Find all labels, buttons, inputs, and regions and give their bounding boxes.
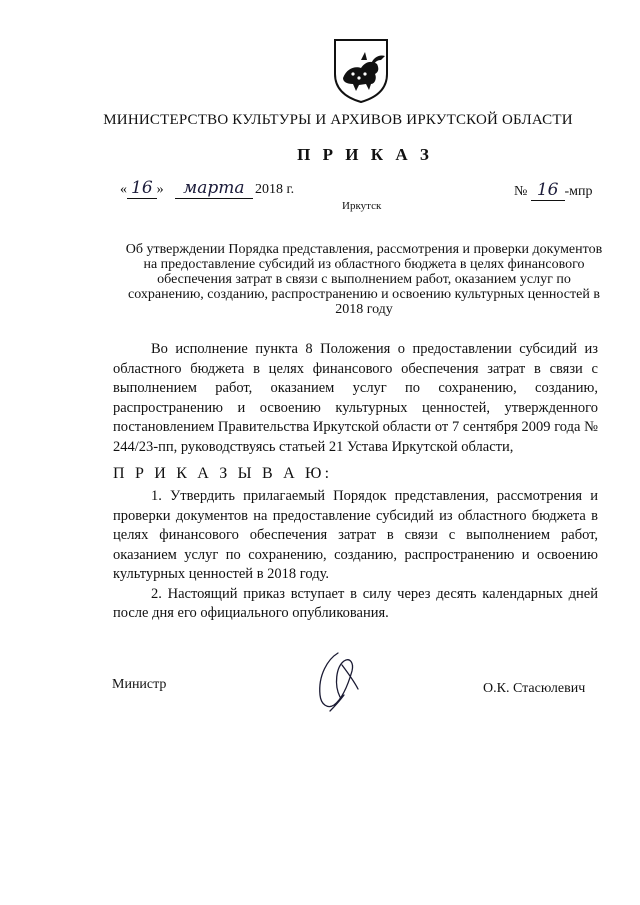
number-prefix: № xyxy=(514,184,528,199)
order-subject: Об утверждении Порядка представления, рассмотрения и проверки документов на предоставление субсидий из областного бюджета в целях финансового обеспечения затрат в связи с выполнением работ, оказанием услуг по сохранению, созданию, распространению и освоению культурных ценностей в 2018 году xyxy=(125,242,603,317)
signatory-name: О.К. Стасюлевич xyxy=(483,681,586,696)
city: Иркутск xyxy=(342,200,382,212)
order-number xyxy=(514,180,593,201)
order-word: П Р И К А З Ы В А Ю: xyxy=(113,465,333,482)
order-item: 2. Настоящий приказ вступает в силу через десять календарных дней после дня его официального опубликования. xyxy=(113,585,598,621)
number-value: 16 xyxy=(531,180,565,201)
signatory-title: Министр xyxy=(112,677,167,692)
date-day: 16 xyxy=(127,178,157,199)
coat-of-arms-icon xyxy=(331,38,391,104)
order-item: 1. Утвердить прилагаемый Порядок представления, рассмотрения и проверки документов на предоставление субсидий из областного бюджета в целях финансового обеспечения затрат в связи с выполнением работ, оказанием услуг по сохранению, созданию, распространению и освоению культурных ценностей в 2018 году. xyxy=(113,488,598,582)
order-items xyxy=(113,487,598,624)
preamble-paragraph: Во исполнение пункта 8 Положения о предоставлении субсидий из областного бюджета в целях финансового обеспечения затрат в связи с выполнением работ, оказанием услуг по сохранению, созданию, распространению и освоению культурных ценностей, утвержденного постановлением Правительства Иркутской области от 7 сентября 2009 года № 244/23-пп, руководствуясь статьей 21 Устава Иркутской области, xyxy=(113,341,598,455)
document-type-title: П Р И К А З xyxy=(297,145,433,164)
date-month: марта xyxy=(175,178,252,199)
number-suffix: -мпр xyxy=(564,184,593,199)
date-year: 2018 г. xyxy=(255,182,295,197)
order-date: « 16 » марта xyxy=(120,178,253,199)
handwritten-signature xyxy=(308,645,366,725)
ministry-name: МИНИСТЕРСТВО КУЛЬТУРЫ И АРХИВОВ ИРКУТСКОЙ ОБЛАСТИ xyxy=(103,112,573,128)
